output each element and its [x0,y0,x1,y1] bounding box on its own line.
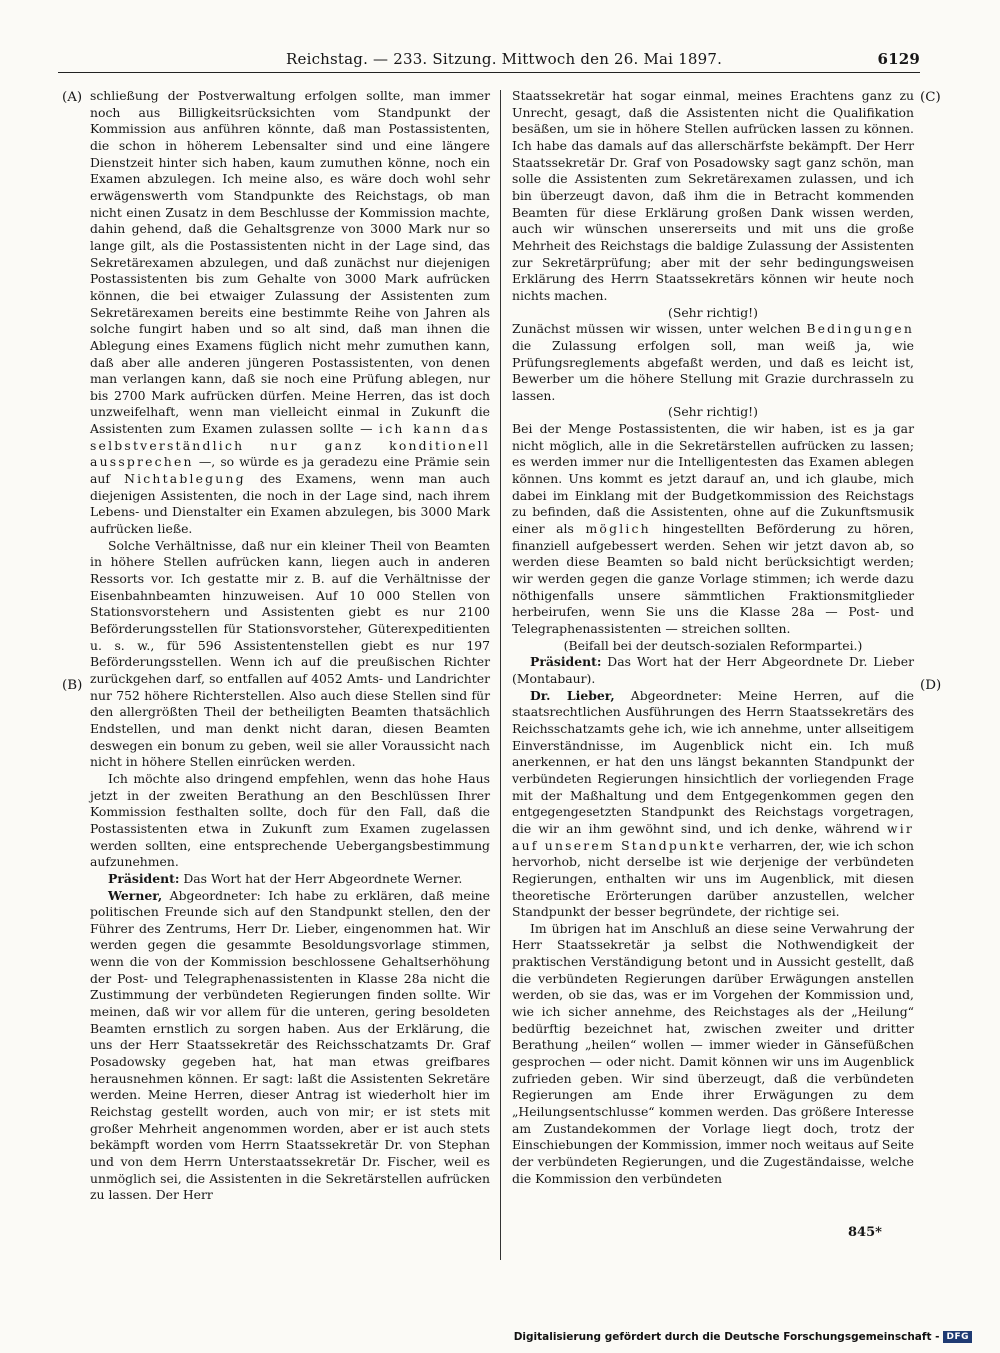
speaker-paragraph: Dr. Lieber, Abgeordneter: Meine Herren, auf die staatsrechtlichen Ausführungen des Herrn Staatssekretärs des Reichsschatzamts gehe ich, wie ich annehme, unter allseitigem Einverständnisse, im Augenblick nicht ein. Ich muß anerkennen, er hat den uns längst bekannten Standpunkt der verbündeten Regierungen hinsichtlich der vorliegenden Frage mit der Maßhaltung und dem Entgegenkommen gegen den entgegengesetzten Standpunkt des Reichstags vorgetragen, die wir an ihm gewöhnt sind, und ich denke, während wir auf unserem Standpunkte verharren, der, wie ich schon hervorhob, nicht derselbe ist wie derjenige der verbündeten Regierungen, enthalten wir uns im Augenblick, mit diesen theoretische Erörterungen darüber anzustellen, welcher Standpunkt der besser begründete, der richtige sei. [512,687,914,920]
footer-text: Digitalisierung gefördert durch die Deutsche Forschungsgemeinschaft - [513,1331,940,1343]
column-divider [500,90,501,1260]
paragraph: schließung der Postverwaltung erfolgen sollte, man immer noch aus Billigkeitsrücksichten vom Standpunkt der Kommission aus anführen könnte, daß man Postassistenten, die schon in höherem Lebensalter sind und eine längere Dienstzeit hinter sich haben, kaum zumuthen könne, noch ein Examen abzulegen. Ich meine also, es wäre doch wohl sehr erwägenswerth vom Standpunkte des Reichstags, ob man nicht einen Zusatz in dem Beschlusse der Kommission machte, dahin gehend, daß die Gehaltsgrenze von 3000 Mark nur so lange gilt, als die Postassistenten nicht in der Lage sind, das Sekretärexamen abzulegen, und daß zunächst nur diejenigen Postassistenten bis zum Gehalte von 3000 Mark aufrücken können, die bei etwaiger Zulassung der Assistenten zum Sekretärexamen bereits eine bestimmte Reihe von Jahren als solche fungirt haben und so alt sind, daß man ihnen die Ablegung eines Examens füglich nicht mehr zumuthen kann, daß aber alle anderen jüngeren Postassistenten, von denen man verlangen kann, daß sie noch eine Prüfung ablegen, nur bis 2700 Mark aufrücken dürfen. Meine Herren, das ist doch unzweifelhaft, wenn man vielleicht einmal in Zukunft die Assistenten zum Examen zulassen sollte — ich kann das selbstverständlich nur ganz konditionell aussprechen —, so würde es ja geradezu eine Prämie sein auf Nichtablegung des Examens, wenn man auch diejenigen Assistenten, die noch in der Lage sind, nach ihrem Lebens- und Dienstalter ein Examen abzulegen, bis 3000 Mark aufrücken ließe. [90,88,490,537]
paragraph: Zunächst müssen wir wissen, unter welchen Bedingungen die Zulassung erfolgen soll, man weiß ja, wie Prüfungsreglements abgefaßt werden, und daß es leicht ist, Bewerber um die höhere Stellung mit Grazie durchrasseln zu lassen. [512,321,914,403]
digitization-footer [514,1331,972,1343]
margin-mark-b: (B) [62,678,83,693]
spaced-emphasis: Nichtablegung [124,471,246,487]
paragraph: Staatssekretär hat sogar einmal, meines Erachtens ganz zu Unrecht, gesagt, daß die Assistenten nicht die Qualifikation besäßen, um sie in höhere Stellen aufrücken lassen zu können. Ich habe das damals auf das allerschärfste bekämpft. Der Herr Staatssekretär Dr. Graf von Posadowsky sagt ganz schön, man solle die Assistenten zum Sekretärexamen zulassen, und ich bin überzeugt davon, daß ihm die in Betracht kommenden Beamten für diese Erklärung großen Dank wissen werden, auch wir wünschen unsererseits und mit uns die große Mehrheit des Reichstags die baldige Zulassung der Assistenten zur Sekretärprüfung; aber mit der sehr bedingungsweisen Erklärung des Herrn Staatssekretärs können wir heute noch nichts machen. [512,88,914,303]
margin-mark-c: (C) [920,90,941,105]
speaker-paragraph: Präsident: Das Wort hat der Herr Abgeordnete Dr. Lieber (Montabaur). [512,654,914,686]
speaker-paragraph: Präsident: Das Wort hat der Herr Abgeordnete Werner. [108,870,463,886]
spaced-emphasis: ich kann das selbstverständlich nur ganz konditionell aussprechen [90,421,490,470]
margin-mark-a: (A) [62,90,83,105]
spaced-emphasis: Bedingungen [806,321,914,337]
speaker-name: Präsident: [530,654,602,670]
right-column [512,88,914,1187]
interjection: (Sehr richtig!) [668,304,758,320]
interjection: (Sehr richtig!) [668,404,758,420]
margin-mark-d: (D) [920,678,942,693]
spaced-emphasis: wir auf unserem Standpunkte [512,820,914,853]
speaker-name: Dr. Lieber, [530,687,615,703]
interjection: (Beifall bei der deutsch-sozialen Reformpartei.) [563,637,863,653]
header-rule [58,72,920,73]
speaker-paragraph: Werner, Abgeordneter: Ich habe zu erklären, daß meine politischen Freunde sich auf den Standpunkt stellen, den der Führer des Zentrums, Herr Dr. Lieber, eingenommen hat. Wir werden gegen die gesammte Besoldungsvorlage stimmen, wenn die von der Kommission beschlossene Gehaltserhöhung der Post- und Telegraphenassistenten in Klasse 28a nicht die Zustimmung der verbündeten Regierungen finden sollte. Wir meinen, daß wir vor allem für die unteren, gering besoldeten Beamten ernstlich zu sorgen haben. Aus der Erklärung, die uns der Herr Staatssekretär des Reichsschatzamts Dr. Graf Posadowsky gegeben hat, hat man etwas greifbares herausnehmen können. Er sagt: laßt die Assistenten Sekretäre werden. Meine Herren, dieser Antrag ist wiederholt hier im Reichstag gestellt worden, auch von mir; er ist stets mit großer Mehrheit angenommen worden, aber er ist auch stets bekämpft worden vom Herrn Staatssekretär Dr. von Stephan und von dem Herrn Unterstaatssekretär Dr. Fischer, weil es unmöglich sei, die Assistenten in die Sekretärstellen aufrücken zu lassen. Der Herr [90,887,490,1203]
dfg-logo: DFG [943,1331,972,1343]
paragraph: Ich möchte also dringend empfehlen, wenn das hohe Haus jetzt in der zweiten Berathung an den Beschlüssen Ihrer Kommission festhalten sollte, doch für den Fall, daß die Postassistenten etwa in Zukunft zum Examen zugelassen werden sollten, eine entsprechende Uebergangsbestimmung aufzunehmen. [90,770,490,870]
speaker-name: Präsident: [108,870,180,886]
paragraph: Bei der Menge Postassistenten, die wir haben, ist es ja gar nicht möglich, alle in die Sekretärstellen aufrücken zu lassen; es werden immer nur die Intelligentesten das Examen ablegen können. Uns kommt es jetzt darauf an, und ich glaube, mich dabei im Einklang mit der Budgetkommission des Reichstags zu befinden, daß die Assistenten, ohne auf die Zukunftsmusik einer als möglich hingestellten Beförderung zu hören, finanziell aufgebessert werden. Sehen wir jetzt davon ab, so werden diese Beamten so bald nicht berücksichtigt werden; wir werden gegen die ganze Vorlage stimmen; ich werde dazu nöthigenfalls unsere sämmtlichen Fraktionsmitglieder herbeirufen, wenn Sie uns die Klasse 28a — Post- und Telegraphenassistenten — streichen sollten. [512,421,914,636]
running-header [58,50,920,74]
spaced-emphasis: möglich [585,521,651,537]
printer-signature: 845* [848,1225,882,1240]
paragraph: Im übrigen hat im Anschluß an diese seine Verwahrung der Herr Staatssekretär ja selbst die Nothwendigkeit der praktischen Verständigung betont und in Aussicht gestellt, daß die verbündeten Regierungen darüber Erwägungen anstellen werden, ob sie das, was er im Vorgehen der Kommission und, wie ich sicher annehme, des Reichstages als der „Heilung“ bedürftig bezeichnet hat, zwischen zweiter und dritter Berathung „heilen“ wollen — immer wieder in Gänsefüßchen gesprochen — oder nicht. Damit können wir uns im Augenblick zufrieden geben. Wir sind überzeugt, daß die verbündeten Regierungen am Ende ihrer Erwägungen zu dem „Heilungsentschlusse“ kommen werden. Das größere Interesse am Zustandekommen der Vorlage liegt doch, trotz der Einschiebungen der Kommission, immer noch weitaus auf Seite der verbündeten Regierungen, und die Zugeständaisse, welche die Kommission den verbündeten [512,920,914,1186]
left-column [90,88,490,1204]
speaker-name: Werner, [108,887,163,903]
page-number: 6129 [877,50,920,68]
paragraph: Solche Verhältnisse, daß nur ein kleiner Theil von Beamten in höhere Stellen aufrücken kann, liegen auch in anderen Ressorts vor. Ich gestatte mir z. B. auf die Verhältnisse der Eisenbahnbeamten hinzuweisen. Auf 10 000 Stellen von Stationsvorstehern und Assistenten giebt es nur 2100 Beförderungsstellen für Stationsvorsteher, Güterexpeditienten u. s. w., für 596 Assistentenstellen giebt es nur 197 Beförderungsstellen. Wenn ich auf die preußischen Richter zurückgehen darf, so entfallen auf 4052 Amts- und Landrichter nur 752 höhere Richterstellen. Also auch diese Stellen sind für den allergrößten Theil der betheiligten Beamten thatsächlich Endstellen, und man denkt nicht daran, diesen Beamten deswegen ein bonum zu geben, weil sie aller Voraussicht nach nicht in höhere Stellen einrücken werden. [90,537,490,770]
header-title: Reichstag. — 233. Sitzung. Mittwoch den 26. Mai 1897. [286,50,723,68]
